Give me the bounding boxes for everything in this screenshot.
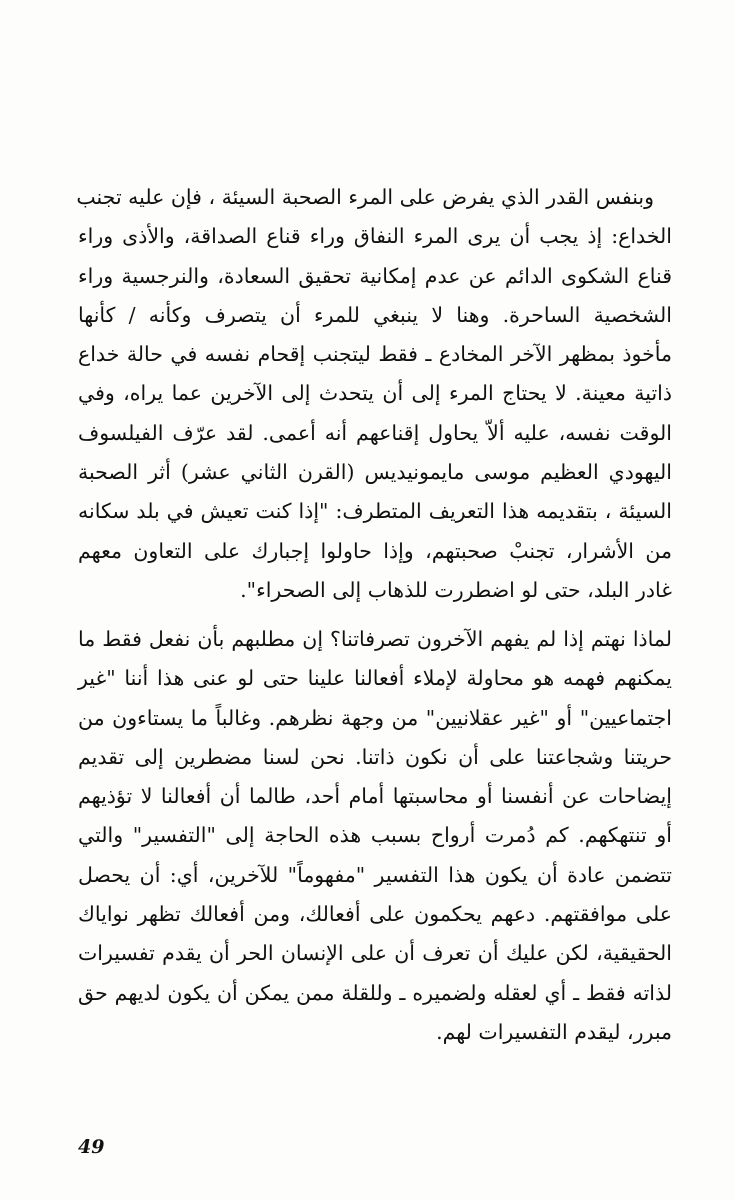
text-line: لذاته فقط ـ أي لعقله ولضميره ـ وللقلة ممن يمكن أن يكون لديهم حق bbox=[78, 980, 672, 1005]
page-number: 49 bbox=[78, 1136, 105, 1158]
text-line: اليهودي العظيم موسى مايمونيديس (القرن الثاني عشر) أثر الصحبة bbox=[78, 460, 672, 485]
text-line: يمكنهم فهمه هو محاولة لإملاء أفعالنا علينا حتى لو عنى هذا أننا "غير bbox=[78, 666, 672, 691]
text-line: مأخوذ بمظهر الآخر المخادع ـ فقط ليتجنب إقحام نفسه في حالة خداع bbox=[78, 342, 672, 367]
text-line: أو تنتهكهم. كم دُمرت أرواح بسبب هذه الحاجة إلى "التفسير" والتي bbox=[78, 823, 672, 848]
text-line: السيئة ، بتقديمه هذا التعريف المتطرف: "إذا كنت تعيش في بلد سكانه bbox=[78, 499, 672, 524]
text-line: الوقت نفسه، عليه ألاّ يحاول إقناعهم أنه أعمى. لقد عرّف الفيلسوف bbox=[78, 420, 672, 445]
text-line: مبرر، ليقدم التفسيرات لهم. bbox=[436, 1019, 672, 1044]
text-line: حريتنا وشجاعتنا على أن نكون ذاتنا. نحن لسنا مضطرين إلى تقديم bbox=[78, 744, 672, 769]
text-line: اجتماعيين" أو "غير عقلانيين" من وجهة نظرهم. وغالباً ما يستاءون من bbox=[78, 705, 672, 730]
text-line: تتضمن عادة أن يكون هذا التفسير "مفهوماً" للآخرين، أي: أن يحصل bbox=[78, 862, 672, 887]
text-line: على موافقتهم. دعهم يحكمون على أفعالك، ومن أفعالك تظهر نواياك bbox=[78, 902, 672, 927]
paragraph-1 bbox=[78, 178, 672, 610]
text-line: غادر البلد، حتى لو اضطررت للذهاب إلى الصحراء". bbox=[240, 577, 672, 602]
text-line: الخداع: إذ يجب أن يرى المرء النفاق وراء قناع الصداقة، والأذى وراء bbox=[78, 224, 672, 249]
paragraph-2 bbox=[78, 620, 672, 1052]
text-line: قناع الشكوى الدائم عن عدم إمكانية تحقيق السعادة، والنرجسية وراء bbox=[78, 263, 672, 288]
text-line: ذاتية معينة. لا يحتاج المرء إلى أن يتحدث إلى الآخرين عما يراه، وفي bbox=[78, 381, 672, 406]
text-line: إيضاحات عن أنفسنا أو محاسبتها أمام أحد، طالما أن أفعالنا لا تؤذيهم bbox=[78, 784, 672, 809]
text-line: الحقيقية، لكن عليك أن تعرف أن على الإنسان الحر أن يقدم تفسيرات bbox=[78, 941, 672, 966]
text-line: الشخصية الساحرة. وهنا لا ينبغي للمرء أن يتصرف وكأنه / كأنها bbox=[78, 302, 672, 327]
text-line: لماذا نهتم إذا لم يفهم الآخرون تصرفاتنا؟ إن مطلبهم بأن نفعل فقط ما bbox=[78, 627, 672, 651]
text-line: من الأشرار، تجنبْ صحبتهم، وإذا حاولوا إجبارك على التعاون معهم bbox=[78, 538, 672, 563]
text-line: وبنفس القدر الذي يفرض على المرء الصحبة السيئة ، فإن عليه تجنب bbox=[76, 185, 654, 209]
